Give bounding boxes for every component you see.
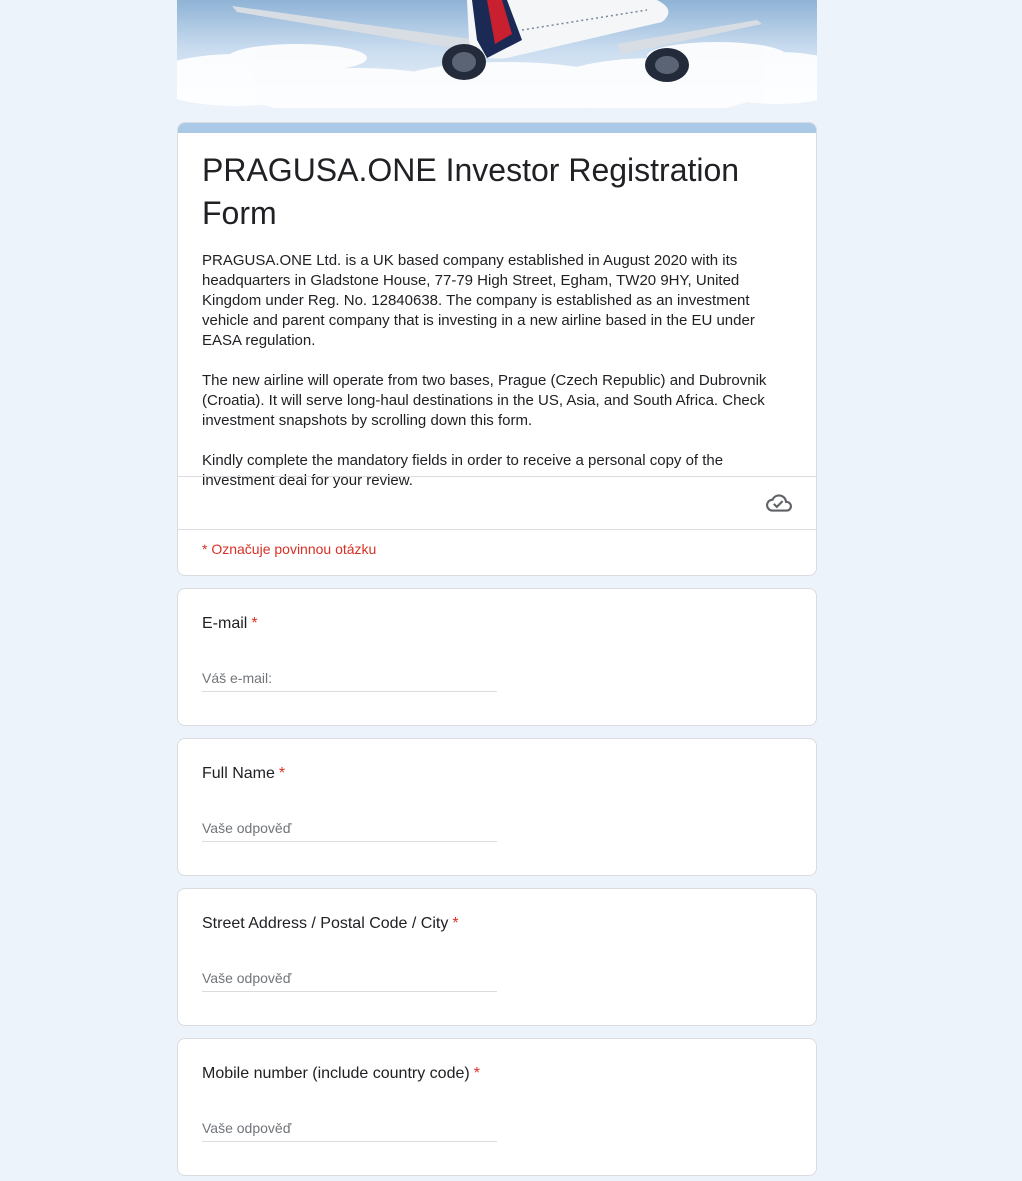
email-input[interactable]: [202, 665, 497, 692]
question-label: Full Name *: [202, 765, 286, 782]
mobile-number-input[interactable]: [202, 1115, 497, 1142]
question-card-address: [177, 888, 817, 1026]
form-description: PRAGUSA.ONE Ltd. is a UK based company established in August 2020 with its headquarters in Gladstone House, 77-79 High Street, Egham, TW20 9HY, United Kingdom under Reg. No. 12840638. The company is established as an investment vehicle and parent company that is investing in a new airline based in the EU under EASA regulation. The new airline will operate from two bases, Prague (Czech Republic) and Dubrovnik (Croatia). It will serve long-haul destinations in the US, Asia, and South Africa. Check investment snapshots by scrolling down this form. Kindly complete the mandatory fields in order to receive a personal copy of the investment deal for your review.: [202, 252, 767, 489]
question-card-full-name: [177, 738, 817, 876]
required-asterisk: *: [473, 1065, 480, 1082]
cloud-done-icon[interactable]: [766, 490, 792, 516]
address-input[interactable]: [202, 965, 497, 992]
required-asterisk: *: [278, 765, 286, 782]
required-question-note: * Označuje povinnou otázku: [202, 541, 377, 557]
question-label: Street Address / Postal Code / City *: [202, 915, 459, 932]
question-card-email: [177, 588, 817, 726]
question-card-mobile: [177, 1038, 817, 1176]
question-label: Mobile number (include country code) *: [202, 1065, 480, 1082]
full-name-input[interactable]: [202, 815, 497, 842]
accent-bar: [178, 123, 816, 133]
form-header-card: [177, 122, 817, 576]
save-status-row: [178, 476, 816, 530]
question-label: E-mail *: [202, 615, 258, 632]
header-banner-image: [177, 0, 817, 108]
required-asterisk: *: [251, 615, 258, 632]
airplane-illustration: [177, 0, 817, 108]
required-asterisk: *: [452, 915, 459, 932]
form-title: PRAGUSA.ONE Investor Registration Form: [202, 152, 740, 231]
